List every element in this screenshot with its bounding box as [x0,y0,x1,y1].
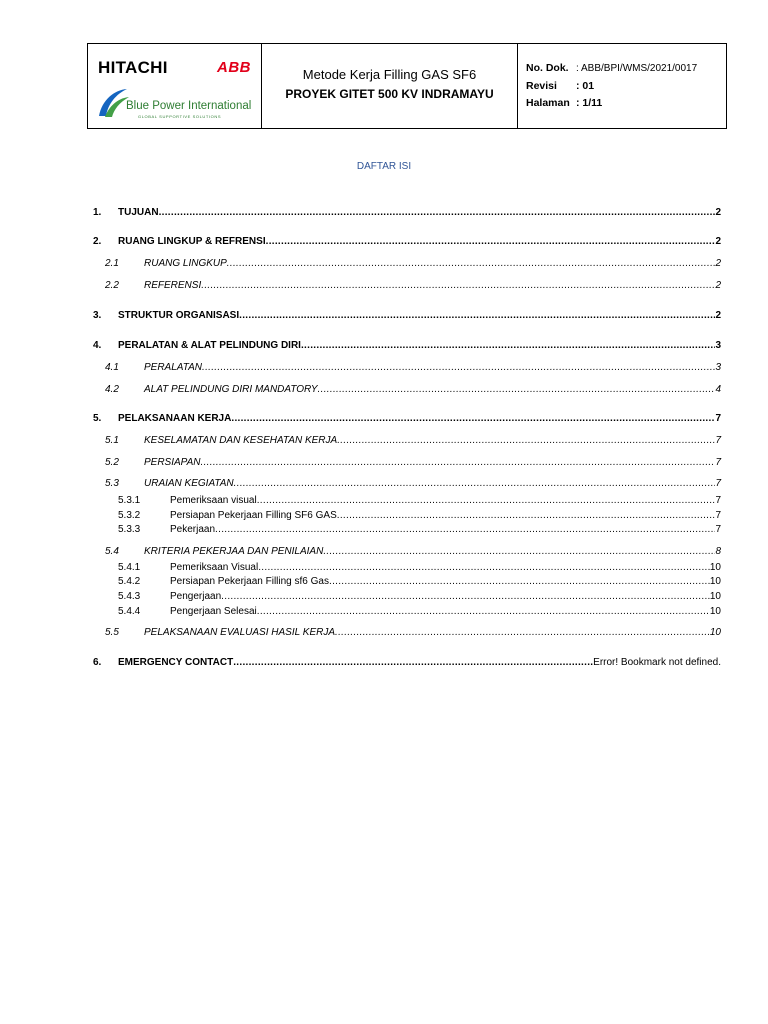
toc-entry-number: 5.3.2 [118,510,141,521]
toc-entry-page: 7 [715,495,721,506]
toc-entry[interactable] [93,656,721,670]
toc-entry-label: PERSIAPAN [144,457,201,468]
blue-power-swoosh-icon [96,86,130,120]
toc-entry[interactable] [93,206,721,220]
document-title: Metode Kerja Filling GAS SF6 [302,67,477,82]
toc-entry-page: 7 [715,413,721,424]
toc-entry-label: Pekerjaan [170,524,216,535]
toc-entry[interactable] [93,235,721,249]
toc-entry-number: 5.4.2 [118,576,141,587]
toc-entry[interactable] [93,309,721,323]
toc-entry-page: 7 [715,510,721,521]
toc-leader-dots [337,509,716,523]
toc-entry-label: URAIAN KEGIATAN [144,478,234,489]
toc-entry[interactable] [93,626,721,640]
toc-entry-page: 3 [715,340,721,351]
toc-entry-label: Pengerjaan [170,591,222,602]
toc-entry[interactable] [93,412,721,426]
toc-entry-label: PELAKSANAAN EVALUASI HASIL KERJA [144,627,336,638]
logo-cell [88,44,262,128]
toc-entry-number: 2.2 [105,280,119,291]
toc-leader-dots [234,477,716,491]
toc-entry[interactable] [93,590,721,604]
toc-entry[interactable] [93,575,721,589]
toc-entry-number: 5.5 [105,627,119,638]
toc-entry-page: 10 [709,562,721,573]
toc-entry-label: REFERENSI [144,280,202,291]
toc-entry-page: Error! Bookmark not defined. [593,657,721,668]
toc-entry[interactable] [93,279,721,293]
toc-entry-page: 10 [709,576,721,587]
toc-entry-number: 1. [93,207,102,218]
toc-entry-number: 5.4 [105,546,119,557]
toc-entry-number: 5.3.3 [118,524,141,535]
toc-leader-dots [201,279,715,293]
toc-entry-page: 7 [715,478,721,489]
toc-entry-label: RUANG LINGKUP & REFRENSI [118,236,266,247]
toc-leader-dots [201,456,716,470]
toc-entry-label: Pengerjaan Selesai [170,606,257,617]
toc-leader-dots [257,605,710,619]
toc-entry-number: 5.2 [105,457,119,468]
toc-entry-number: 5.3 [105,478,119,489]
toc-leader-dots [221,590,710,604]
toc-entry[interactable] [93,383,721,397]
hitachi-logo: HITACHI [98,58,168,77]
toc-entry-label: EMERGENCY CONTACT [118,657,234,668]
toc-entry-number: 5.4.3 [118,591,141,602]
toc-entry-number: 4. [93,340,102,351]
toc-entry-number: 6. [93,657,102,668]
abb-logo: ABB [217,59,251,76]
toc-entry-label: RUANG LINGKUP [144,258,227,269]
toc-entry[interactable] [93,545,721,559]
toc-entry-number: 5. [93,413,102,424]
toc-entry[interactable] [93,257,721,271]
toc-entry-page: 10 [709,627,721,638]
toc-entry-number: 5.3.1 [118,495,141,506]
toc-leader-dots [257,494,716,508]
page-value: : 1/11 [576,97,603,109]
document-header [87,43,727,129]
toc-leader-dots [258,561,710,575]
toc-entry-label: PERALATAN & ALAT PELINDUNG DIRI [118,340,301,351]
toc-entry-label: Pemeriksaan Visual [170,562,259,573]
blue-power-tagline: GLOBAL SUPPORTIVE SOLUTIONS [138,114,222,119]
toc-entry-label: STRUKTUR ORGANISASI [118,310,240,321]
toc-entry[interactable] [93,339,721,353]
toc-entry-page: 2 [715,258,721,269]
revision-label: Revisi [526,80,557,92]
toc-entry-page: 2 [715,236,721,247]
toc-entry[interactable] [93,434,721,448]
toc-entry-number: 2.1 [105,258,119,269]
toc-leader-dots [318,383,716,397]
toc-entry[interactable] [93,509,721,523]
doc-number-value: : ABB/BPI/WMS/2021/0017 [576,63,698,74]
toc-entry-label: Persiapan Pekerjaan Filling SF6 GAS [170,510,337,521]
toc-entry-page: 7 [715,457,721,468]
title-cell [262,44,518,128]
toc-entry[interactable] [93,523,721,537]
toc-entry-label: Pemeriksaan visual [170,495,257,506]
toc-leader-dots [231,412,715,426]
toc-entry-number: 5.4.1 [118,562,141,573]
toc-entry-label: PELAKSANAAN KERJA [118,413,232,424]
toc-entry-number: 4.2 [105,384,119,395]
blue-power-logo-text: Blue Power International [126,100,252,112]
toc-entry-page: 7 [715,524,721,535]
toc-leader-dots [227,257,716,271]
toc-entry-page: 2 [715,310,721,321]
meta-cell [518,44,728,128]
toc-entry[interactable] [93,477,721,491]
doc-number-row [526,62,697,74]
toc-leader-dots [159,206,716,220]
toc-entry[interactable] [93,605,721,619]
toc-leader-dots [233,656,593,670]
revision-row [526,80,594,92]
toc-entry-number: 4.1 [105,362,119,373]
toc-entry[interactable] [93,456,721,470]
toc-entry-label: TUJUAN [118,207,159,218]
toc-entry-number: 2. [93,236,102,247]
toc-entry[interactable] [93,561,721,575]
toc-entry-page: 2 [715,280,721,291]
toc-leader-dots [329,575,710,589]
toc-entry-label: KESELAMATAN DAN KESEHATAN KERJA [144,435,338,446]
toc-entry-page: 3 [715,362,721,373]
doc-number-label: No. Dok. [526,62,569,74]
toc-leader-dots [335,626,710,640]
toc-leader-dots [301,339,715,353]
project-subtitle: PROYEK GITET 500 KV INDRAMAYU [285,87,494,101]
toc-entry-label: PERALATAN [144,362,202,373]
toc-entry-number: 5.4.4 [118,606,141,617]
toc-entry-page: 4 [715,384,721,395]
toc-entry-label: Persiapan Pekerjaan Filling sf6 Gas [170,576,329,587]
toc-entry-page: 2 [715,207,721,218]
page-label: Halaman [526,97,570,109]
toc-entry[interactable] [93,494,721,508]
toc-entry-number: 5.1 [105,435,119,446]
toc-leader-dots [202,361,715,375]
toc-entry[interactable] [93,361,721,375]
toc-title: DAFTAR ISI [356,161,412,172]
toc-entry-label: ALAT PELINDUNG DIRI MANDATORY [144,384,318,395]
toc-entry-label: KRITERIA PEKERJAA DAN PENILAIAN [144,546,324,557]
toc-entry-page: 7 [715,435,721,446]
toc-leader-dots [215,523,715,537]
toc-entry-number: 3. [93,310,102,321]
toc-entry-page: 10 [709,606,721,617]
toc-leader-dots [266,235,716,249]
toc-leader-dots [239,309,715,323]
toc-entry-page: 10 [709,591,721,602]
toc-leader-dots [337,434,715,448]
toc-leader-dots [323,545,715,559]
revision-value: : 01 [576,80,595,92]
toc-entry-page: 8 [715,546,721,557]
page-row [526,97,602,109]
